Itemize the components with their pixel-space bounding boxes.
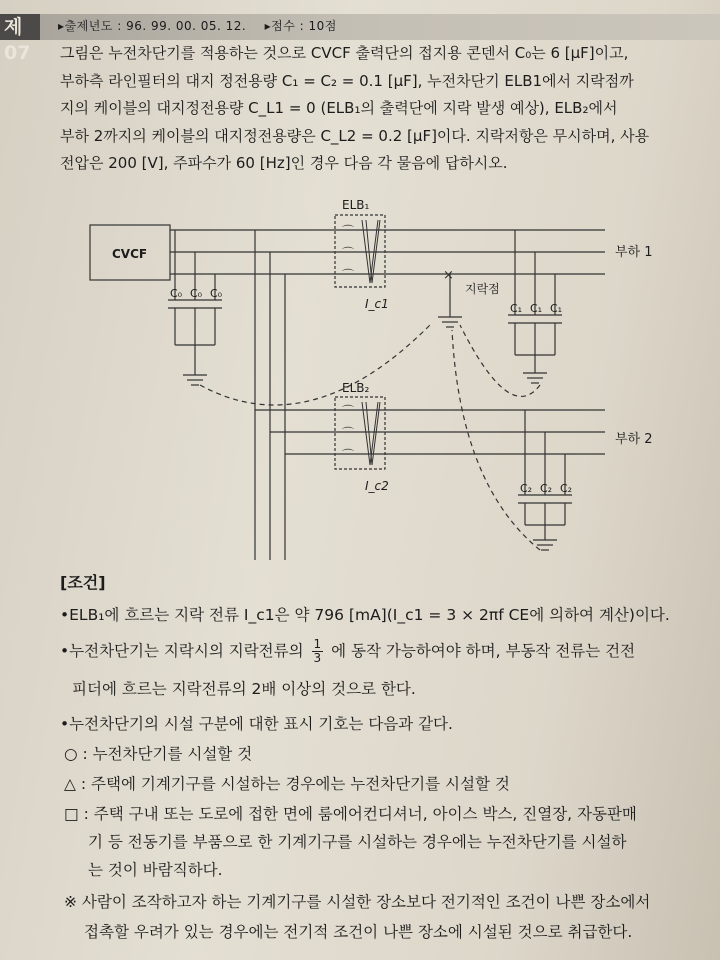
symbol-square: □ : 주택 구내 또는 도로에 접한 면에 룸에어컨디셔너, 아이스 박스, 진열장, 자동판매 bbox=[64, 805, 637, 823]
header-meta bbox=[58, 17, 351, 34]
chapter-number: 제07 bbox=[0, 14, 40, 40]
svg-text:⌒: ⌒ bbox=[342, 426, 355, 440]
condition-bullet bbox=[60, 638, 635, 665]
load2-label: 부하 2 bbox=[615, 432, 653, 447]
conditions-title: [조건] bbox=[60, 573, 106, 592]
c0-label: C₀ bbox=[170, 287, 183, 300]
svg-text:×: × bbox=[443, 268, 454, 283]
c0-label: C₀ bbox=[190, 287, 203, 300]
fraction-denominator: 3 bbox=[313, 651, 322, 665]
symbol-square-cont: 기 등 전동기를 부품으로 한 기계기구를 시설하는 경우에는 누전차단기를 시설하 bbox=[88, 833, 627, 851]
c0-label: C₀ bbox=[210, 287, 223, 300]
exam-years: ▸출제년도 : 96. 99. 00. 05. 12. bbox=[58, 19, 247, 33]
c1-label: C₁ bbox=[510, 302, 523, 315]
c1-label: C₁ bbox=[550, 302, 563, 315]
problem-text bbox=[60, 40, 692, 178]
score: ▸점수 : 10점 bbox=[264, 19, 337, 33]
problem-line: 부하측 라인필터의 대지 정전용량 C₁ = C₂ = 0.1 [μF], 누전차단기 ELB1에서 지락점까 bbox=[60, 71, 634, 90]
svg-text:⌒: ⌒ bbox=[342, 224, 355, 238]
c1-label: C₁ bbox=[530, 302, 543, 315]
symbol-triangle: △ : 주택에 기계기구를 시설하는 경우에는 누전차단기를 시설할 것 bbox=[64, 775, 510, 793]
c2-label: C₂ bbox=[560, 482, 573, 495]
fault-point-label: 지락점 bbox=[465, 282, 500, 296]
ic1-label: I_c1 bbox=[365, 297, 389, 311]
load1-label: 부하 1 bbox=[615, 245, 653, 260]
circuit-diagram bbox=[80, 185, 680, 570]
condition-text: 에 동작 가능하여야 하며, 부동작 전류는 건전 bbox=[331, 642, 636, 660]
ic2-label: I_c2 bbox=[365, 479, 389, 493]
problem-line: 전압은 200 [V], 주파수가 60 [Hz]인 경우 다음 각 물음에 답하시오. bbox=[60, 154, 508, 172]
problem-line: 그림은 누전차단기를 적용하는 것으로 CVCF 출력단의 접지용 콘덴서 C₀는 6 [μF]이고, bbox=[60, 44, 629, 62]
symbol-circle: ○ : 누전차단기를 시설할 것 bbox=[64, 745, 253, 763]
note: ※ 사람이 조작하고자 하는 기계기구를 시설한 장소보다 전기적인 조건이 나쁜 장소에서 bbox=[64, 893, 651, 911]
cvcf-label: CVCF bbox=[112, 247, 148, 261]
c2-label: C₂ bbox=[540, 482, 553, 495]
condition-text: 피더에 흐르는 지락전류의 2배 이상의 것으로 한다. bbox=[72, 680, 416, 698]
symbol-square-cont: 는 것이 바람직하다. bbox=[88, 861, 223, 879]
note-cont: 접촉할 우려가 있는 경우에는 전기적 조건이 나쁜 장소에 시설된 것으로 취급한다. bbox=[84, 923, 633, 941]
condition-text: •누전차단기는 지락시의 지락전류의 bbox=[60, 642, 304, 660]
problem-line: 부하 2까지의 케이블의 대지정전용량은 C_L2 = 0.2 [μF]이다. 지락저항은 무시하며, 사용 bbox=[60, 126, 650, 145]
elb1-label: ELB₁ bbox=[342, 198, 370, 212]
elb2-label: ELB₂ bbox=[342, 381, 370, 395]
problem-line: 지의 케이블의 대지정전용량 C_L1 = 0 (ELB₁의 출력단에 지락 발생 예상), ELB₂에서 bbox=[60, 99, 618, 117]
svg-text:⌒: ⌒ bbox=[342, 448, 355, 462]
c2-label: C₂ bbox=[520, 482, 533, 495]
svg-text:⌒: ⌒ bbox=[342, 246, 355, 260]
svg-text:⌒: ⌒ bbox=[342, 268, 355, 282]
condition-bullet: •누전차단기의 시설 구분에 대한 표시 기호는 다음과 같다. bbox=[60, 715, 453, 733]
fraction bbox=[312, 638, 324, 665]
svg-text:⌒: ⌒ bbox=[342, 404, 355, 418]
condition-bullet: •ELB₁에 흐르는 지락 전류 I_c1은 약 796 [mA](I_c1 = 3 × 2πf CE에 의하여 계산)이다. bbox=[60, 606, 670, 624]
fraction-numerator: 1 bbox=[313, 637, 322, 651]
